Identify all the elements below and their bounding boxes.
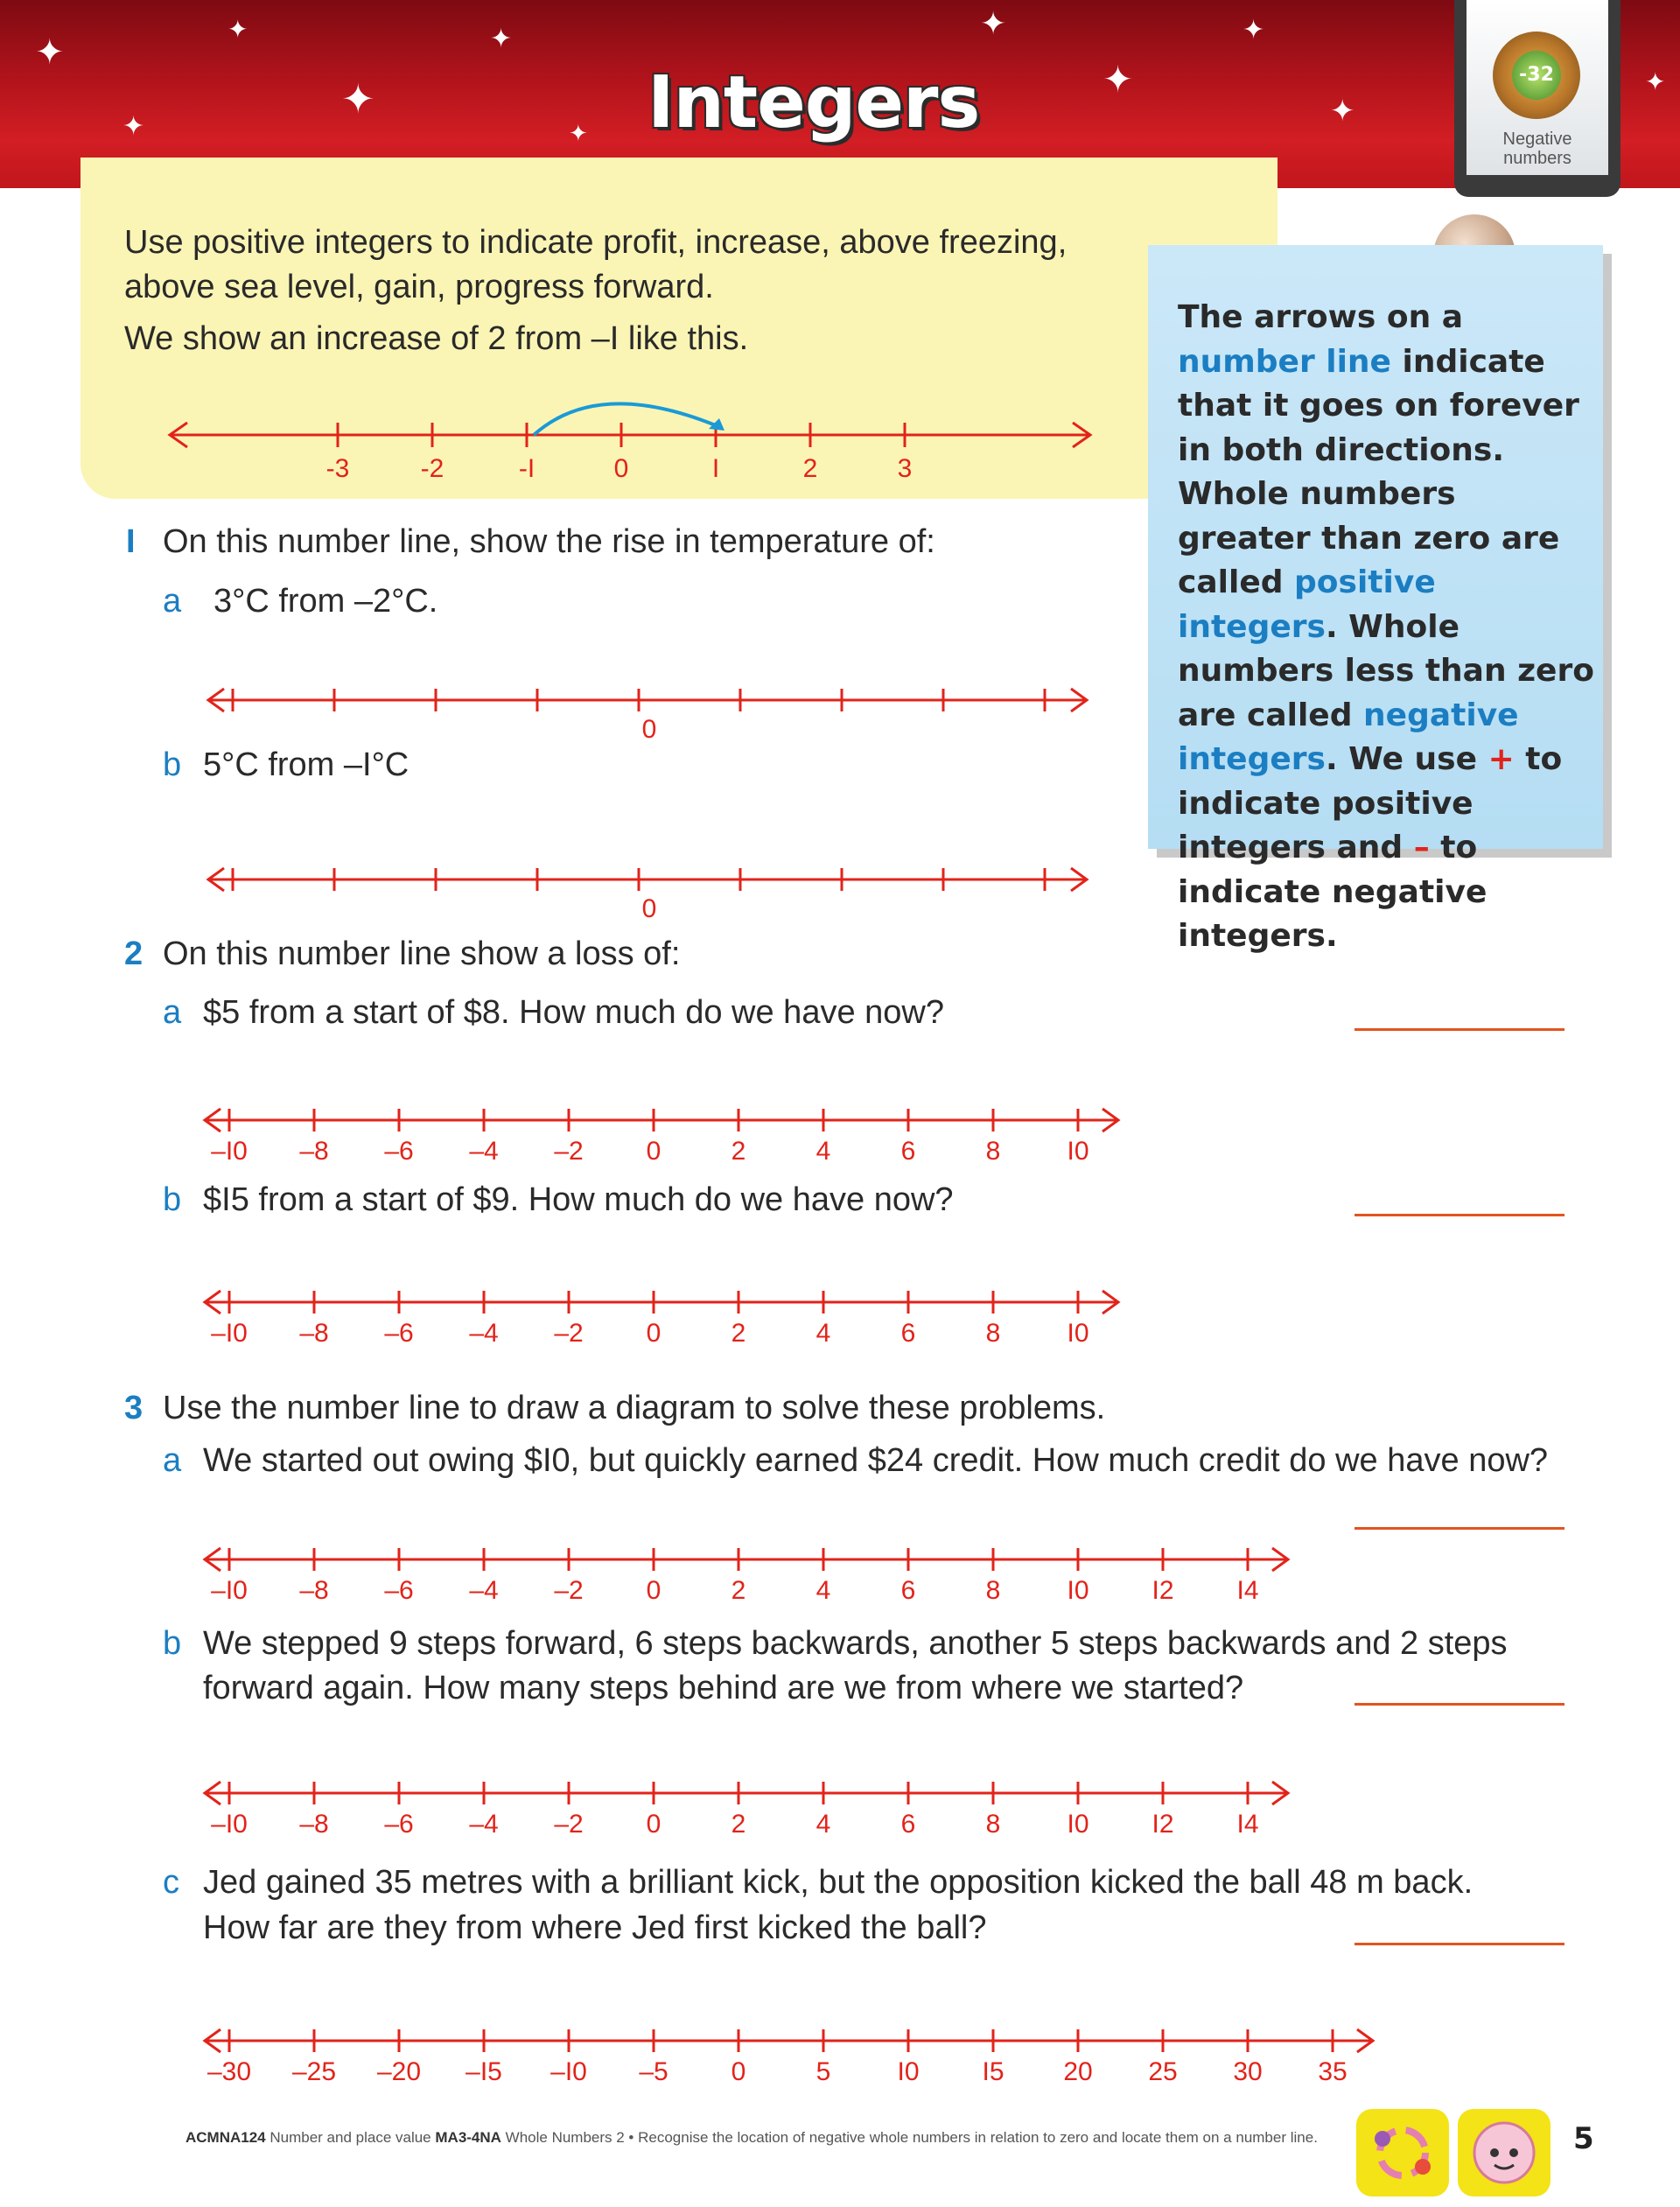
tick-label: -2 [420,454,444,483]
intro-line-2: above sea level, gain, progress forward. [124,269,714,305]
question-2a-label: a [163,994,182,1031]
tick-label: -I [518,454,536,483]
footer-code-nsw: MA3-4NA [435,2129,501,2146]
info-term-number-line: number line [1178,343,1391,380]
sparkle-icon: ✦ [341,75,375,123]
tick-label: 0 [646,1810,662,1839]
tick-label: 5 [816,2057,831,2086]
info-t3: indicate that it goes on forever in both directions. Whole numbers greater than zero are called [1178,343,1579,600]
tick-label: 4 [816,1319,831,1348]
tick-label: –25 [291,2057,337,2086]
tick-label: –6 [384,1576,414,1605]
tick-label: 8 [985,1319,1001,1348]
tick-label: I0 [1067,1137,1089,1166]
tick-label: -3 [326,454,350,483]
tick-label: 2 [731,1137,746,1166]
tick-label: 8 [985,1137,1001,1166]
question-1-number: I [126,523,136,560]
question-2-text: On this number line show a loss of: [163,935,681,972]
activity-sticker-icon [1356,2109,1449,2196]
tick-label: I0 [897,2057,920,2086]
q1b-zero-label: 0 [641,894,657,923]
tick-label: 0 [646,1576,662,1605]
tick-label: 8 [985,1576,1001,1605]
tablet-label [1466,130,1608,168]
tick-label: –2 [554,1319,584,1348]
tick-label: –I0 [211,1810,248,1839]
tick-label: 6 [900,1319,916,1348]
q1a-zero-label: 0 [641,715,657,744]
tick-label: I0 [1067,1576,1089,1605]
tick-label: 4 [816,1137,831,1166]
tick-label: 3 [897,454,913,483]
negative-numbers-medal-icon [1493,32,1580,119]
tick-label: 30 [1233,2057,1263,2086]
tick-label: –I0 [211,1319,248,1348]
sparkle-icon: ✦ [1242,15,1265,46]
q1a-number-line[interactable] [206,678,1099,748]
question-3a-label: a [163,1442,182,1479]
info-text [1178,296,1598,959]
answer-line-2a[interactable] [1354,1028,1564,1031]
tablet-label-line1: Negative [1502,130,1572,149]
answer-line-3b[interactable] [1354,1703,1564,1706]
tick-label: –4 [469,1810,499,1839]
tick-label: –4 [469,1576,499,1605]
tick-label: I2 [1152,1576,1174,1605]
question-1a-text: 3°C from –2°C. [214,583,438,620]
question-2b-label: b [163,1181,182,1218]
tick-label: –2 [554,1576,584,1605]
tick-label: 8 [985,1810,1001,1839]
question-2b-text: $I5 from a start of $9. How much do we have now? [203,1181,954,1218]
info-t11: to indicate negative integers. [1178,830,1488,954]
question-3c-text-line-1: Jed gained 35 metres with a brilliant kick, but the opposition kicked the ball 48 m back. [203,1864,1474,1901]
tick-label: I0 [1067,1319,1089,1348]
tick-label: 6 [900,1810,916,1839]
tick-label: –8 [299,1137,329,1166]
question-3-number: 3 [124,1390,144,1426]
question-1a-label: a [163,583,182,620]
brain-sticker-icon [1458,2109,1550,2196]
q1b-number-line[interactable] [206,858,1099,928]
tick-label: 0 [646,1137,662,1166]
brain-face-icon [1458,2109,1550,2196]
info-t9: to indicate positive integers and [1178,741,1563,865]
tablet-label-line2: numbers [1503,149,1572,168]
sparkle-icon: ✦ [980,6,1007,42]
question-3-text: Use the number line to draw a diagram to solve these problems. [163,1390,1106,1426]
tick-label: –4 [469,1319,499,1348]
tick-label: 4 [816,1810,831,1839]
sparkle-icon: ✦ [569,121,588,147]
answer-line-2b[interactable] [1354,1214,1564,1216]
tick-label: 2 [731,1810,746,1839]
topic-tablet [1454,0,1620,197]
tick-label: –I0 [211,1137,248,1166]
question-1-text: On this number line, show the rise in temperature of: [163,523,935,560]
tick-label: 6 [900,1576,916,1605]
tick-label: –5 [639,2057,668,2086]
page-title: Integers [648,61,980,144]
answer-line-3c[interactable] [1354,1943,1564,1945]
tick-label: 20 [1063,2057,1093,2086]
tick-label: I5 [982,2057,1004,2086]
question-3c-label: c [163,1864,179,1901]
tablet-screen [1466,0,1608,175]
answer-line-3a[interactable] [1354,1527,1564,1530]
info-t5: . Whole numbers less than zero are called [1178,608,1594,733]
q3b-number-line[interactable] [203,1771,1323,1850]
sparkle-icon: ✦ [1645,67,1666,96]
tick-label: –6 [384,1319,414,1348]
tick-label: –2 [554,1137,584,1166]
tick-label: I4 [1236,1576,1259,1605]
page-number: 5 [1573,2121,1594,2156]
tick-label: –4 [469,1137,499,1166]
tick-label: –8 [299,1319,329,1348]
question-2-number: 2 [124,935,144,972]
tick-label: –30 [206,2057,252,2086]
medal-text: -32 [1512,51,1561,100]
info-t7: . We use [1325,741,1488,777]
tick-label: I0 [1067,1810,1089,1839]
question-3b-text-line-1: We stepped 9 steps forward, 6 steps backwards, another 5 steps backwards and 2 steps [203,1625,1508,1662]
footer-text-2: Whole Numbers 2 • Recognise the location of negative whole numbers in relation to zero and locate them on a number line. [500,2129,1318,2146]
info-t1: The arrows on a [1178,299,1464,335]
question-3b-label: b [163,1625,182,1662]
tick-label: I4 [1236,1810,1259,1839]
footer-text-1: Number and place value [265,2129,436,2146]
tick-label: –6 [384,1137,414,1166]
tick-label: 2 [731,1576,746,1605]
cycle-arrows-icon [1356,2109,1449,2196]
question-1b-label: b [163,746,182,783]
tick-label: 35 [1318,2057,1348,2086]
sparkle-icon: ✦ [228,15,248,44]
tick-label: 2 [802,454,818,483]
intro-line-1: Use positive integers to indicate profit, increase, above freezing, [124,224,1068,261]
q3a-number-line[interactable] [203,1538,1323,1616]
info-term-negative-integers: negative integers [1178,697,1519,777]
sparkle-icon: ✦ [35,32,65,73]
curriculum-footer [186,2128,1323,2147]
footer-code-acara: ACMNA124 [186,2129,266,2146]
tick-label: –I0 [211,1576,248,1605]
tick-label: 0 [731,2057,746,2086]
tick-label: –2 [554,1810,584,1839]
info-term-positive-integers: positive integers [1178,564,1436,645]
tick-label: I [711,454,720,483]
question-3a-text: We started out owing $I0, but quickly earned $24 credit. How much credit do we have now? [203,1442,1549,1479]
sparkle-icon: ✦ [490,24,513,54]
tick-label: –8 [299,1576,329,1605]
tick-label: 2 [731,1319,746,1348]
tick-label: –I5 [466,2057,502,2086]
info-minus-sign: – [1413,830,1430,865]
sparkle-icon: ✦ [1102,58,1134,101]
tick-label: 0 [646,1319,662,1348]
q2b-number-line[interactable] [203,1280,1148,1359]
tick-label: I2 [1152,1810,1174,1839]
example-number-line [166,411,1111,490]
tick-label: 4 [816,1576,831,1605]
question-3b-text-line-2: forward again. How many steps behind are we from where we started? [203,1670,1244,1706]
question-1b-text: 5°C from –I°C [203,746,410,783]
tick-label: 0 [613,454,629,483]
question-2a-text: $5 from a start of $8. How much do we have now? [203,994,944,1031]
sparkle-icon: ✦ [1330,94,1355,129]
tick-label: –6 [384,1810,414,1839]
tick-label: –I0 [550,2057,587,2086]
question-3c-text-line-2: How far are they from where Jed first kicked the ball? [203,1909,987,1946]
q3c-number-line[interactable] [203,2019,1410,2098]
tick-label: –8 [299,1810,329,1839]
tick-label: 6 [900,1137,916,1166]
tick-label: 25 [1148,2057,1178,2086]
tick-label: –20 [376,2057,422,2086]
intro-line-3: We show an increase of 2 from –I like this. [124,320,749,357]
sparkle-icon: ✦ [122,111,145,142]
q2a-number-line[interactable] [203,1098,1148,1177]
info-box [1148,245,1603,954]
info-plus-sign: + [1488,741,1515,777]
